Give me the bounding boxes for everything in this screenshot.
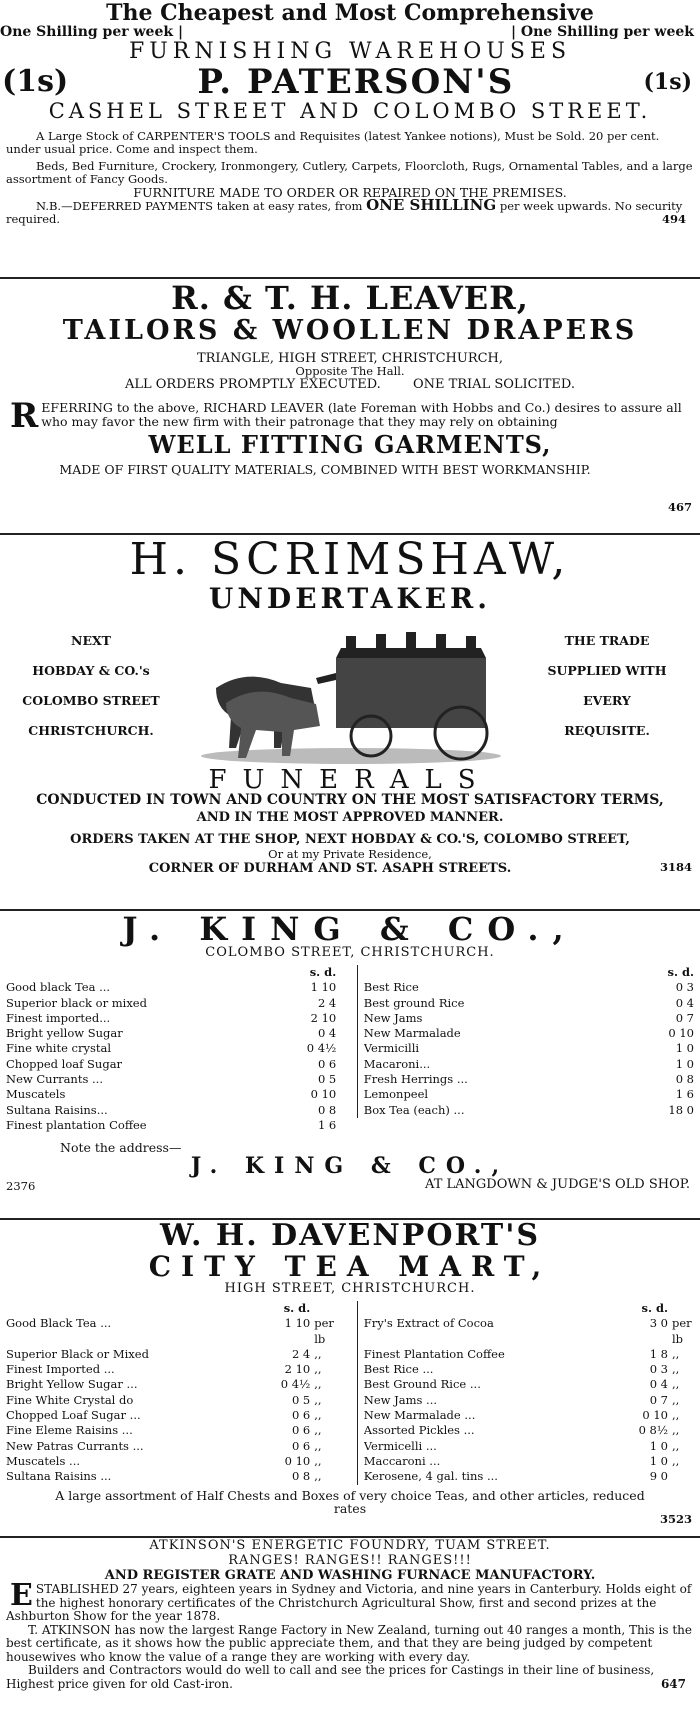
price-row (364, 1454, 694, 1469)
ad4-name-2: J. KING & CO., (190, 1153, 510, 1180)
ad4-price-list-right (357, 965, 694, 1118)
item-price: 1 0 (675, 1056, 694, 1071)
ad1-nb-text: N.B.—DEFERRED PAYMENTS taken at easy rates, from (36, 199, 363, 213)
ad6-dropcap: E (10, 1578, 33, 1613)
hearse-illustration (186, 618, 511, 768)
item-name: Finest imported... (6, 1010, 111, 1025)
price-row (364, 1026, 694, 1041)
ad5-price-list-right (357, 1301, 694, 1485)
item-price: 1 10 (310, 980, 337, 995)
item-unit: ,, (314, 1438, 322, 1453)
item-name: Macaroni... (363, 1056, 431, 1071)
item-price: 2 10 (310, 1010, 337, 1025)
ad1-paragraph-3: FURNITURE MADE TO ORDER OR REPAIRED ON THE PREMISES. (133, 185, 567, 200)
ad1-ref-number: 494 (661, 212, 686, 226)
item-name: Kerosene, 4 gal. tins ... (363, 1469, 498, 1484)
item-name: Good black Tea ... (6, 980, 111, 995)
item-name: Fine Eleme Raisins ... (6, 1423, 133, 1438)
item-price: 1 0 (649, 1453, 668, 1468)
price-row (6, 1072, 336, 1087)
item-price: 0 10 (310, 1087, 337, 1102)
ad2-orders: ALL ORDERS PROMPTLY EXECUTED. (124, 377, 381, 392)
item-unit: ,, (672, 1408, 680, 1423)
item-price: 3 0 (649, 1316, 668, 1331)
item-price: 9 0 (649, 1469, 668, 1484)
item-name: Vermicelli ... (363, 1438, 437, 1453)
ad2-trial: ONE TRIAL SOLICITED. (412, 377, 576, 392)
item-unit: ,, (314, 1362, 322, 1377)
item-name: Lemonpeel (363, 1087, 429, 1102)
ad2-dropcap: R (10, 396, 39, 436)
item-name: Superior black or mixed (6, 995, 147, 1010)
ad3-corner: CORNER OF DURHAM AND ST. ASAPH STREETS. (148, 861, 512, 876)
ad3-right-line: SUPPLIED WITH (547, 663, 667, 678)
price-row (6, 1011, 336, 1026)
item-name: Finest Plantation Coffee (363, 1346, 505, 1361)
ad5-address: HIGH STREET, CHRISTCHURCH. (224, 1281, 476, 1296)
price-row (364, 1469, 694, 1484)
item-unit: ,, (314, 1346, 322, 1361)
item-name: Chopped Loaf Sugar ... (6, 1408, 141, 1423)
ad1-one-shilling: ONE SHILLING (366, 196, 497, 214)
item-price: 0 5 (317, 1072, 337, 1087)
item-unit: ,, (672, 1362, 680, 1377)
item-name: Fine White Crystal do (6, 1392, 134, 1407)
price-row (6, 1408, 336, 1423)
ad2-address: TRIANGLE, HIGH STREET, CHRISTCHURCH, (196, 351, 504, 366)
item-name: Fine white crystal (6, 1041, 112, 1056)
item-price: 0 8 (675, 1072, 694, 1087)
king-advertisement (0, 912, 700, 1212)
ad3-left-line: CHRISTCHURCH. (28, 723, 154, 738)
ad3-right-line: THE TRADE (564, 633, 650, 648)
ad5-name: W. H. DAVENPORT'S (159, 1218, 541, 1253)
ad3-ref-number: 3184 (659, 860, 692, 874)
price-row (6, 1469, 336, 1484)
item-price: 0 6 (291, 1438, 311, 1453)
ad3-right-column (522, 626, 692, 746)
ad3-right-line: EVERY (583, 693, 631, 708)
price-row (364, 980, 694, 995)
ad1-nb-tail: per week upwards. No security required. (6, 199, 683, 226)
price-row (6, 1439, 336, 1454)
ad2-name: R. & T. H. LEAVER, (171, 279, 529, 317)
item-price: 0 10 (642, 1408, 668, 1423)
price-row (364, 1362, 694, 1377)
item-name: New Patras Currants ... (6, 1438, 144, 1453)
item-price: 0 10 (668, 1026, 694, 1041)
ad3-residence: Or at my Private Residence, (268, 847, 432, 861)
item-unit: ,, (314, 1469, 322, 1484)
item-price: 2 4 (291, 1346, 311, 1361)
price-row (6, 1393, 336, 1408)
ad1-heading: FURNISHING WAREHOUSES (128, 39, 572, 64)
ad2-garments: WELL FITTING GARMENTS, (148, 430, 552, 459)
ad6-ranges: RANGES! RANGES!! RANGES!!! (228, 1553, 472, 1568)
ad3-left-column (6, 626, 176, 746)
price-row (6, 1087, 336, 1102)
item-unit: ,, (672, 1392, 680, 1407)
item-unit (668, 1469, 694, 1484)
item-unit: per lb (314, 1316, 334, 1346)
atkinson-advertisement (0, 1538, 700, 1736)
item-price: 0 3 (649, 1362, 668, 1377)
ad6-name: ATKINSON'S ENERGETIC FOUNDRY, TUAM STREET. (149, 1538, 551, 1553)
ad5-footer: A large assortment of Half Chests and Boxes of very choice Teas, and other articles, reduced rates (55, 1487, 645, 1516)
item-price: 0 4 (317, 1026, 337, 1041)
item-name: Finest Imported ... (6, 1362, 115, 1377)
ad3-manner: AND IN THE MOST APPROVED MANNER. (196, 810, 504, 825)
price-row (364, 1103, 694, 1118)
item-price: 0 6 (317, 1056, 337, 1071)
price-row (6, 1423, 336, 1438)
item-price: 0 4½ (306, 1041, 337, 1056)
ad4-address: COLOMBO STREET, CHRISTCHURCH. (205, 945, 495, 960)
ad3-conducted: CONDUCTED IN TOWN AND COUNTRY ON THE MOST SATISFACTORY TERMS, (36, 792, 664, 808)
ad5-currency-right: s. d. (641, 1301, 668, 1315)
item-unit: ,, (672, 1423, 680, 1438)
item-unit: ,, (672, 1346, 680, 1361)
price-row (6, 1347, 336, 1362)
price-row (364, 1011, 694, 1026)
item-name: Bright Yellow Sugar ... (6, 1377, 138, 1392)
ad4-currency-left: s. d. (309, 965, 337, 979)
ad3-trade: UNDERTAKER. (208, 582, 492, 615)
item-price: 1 0 (649, 1438, 668, 1453)
ad5-right-items (364, 1316, 694, 1484)
price-row (6, 1026, 336, 1041)
ad4-currency-right: s. d. (667, 965, 694, 979)
price-row (364, 1439, 694, 1454)
item-name: Chopped loaf Sugar (6, 1056, 123, 1071)
item-price: 0 6 (291, 1408, 311, 1423)
item-name: Assorted Pickles ... (363, 1423, 475, 1438)
item-name: Best Ground Rice ... (363, 1377, 481, 1392)
item-price: 0 6 (291, 1423, 311, 1438)
ad4-shop: AT LANGDOWN & JUDGE'S OLD SHOP. (425, 1177, 690, 1193)
item-unit: ,, (314, 1453, 322, 1468)
item-name: Superior Black or Mixed (6, 1346, 149, 1361)
price-row (6, 1118, 336, 1133)
ad1-paragraph-2: Beds, Bed Furniture, Crockery, Ironmongery, Cutlery, Carpets, Floorcloth, Rugs, Ornamental Tables, and a large assortment of Fancy Goods. (6, 159, 693, 186)
item-unit: ,, (672, 1377, 680, 1392)
item-name: New Marmalade (363, 1026, 461, 1041)
item-name: Best ground Rice (363, 995, 465, 1010)
item-unit: ,, (672, 1438, 680, 1453)
item-unit: ,, (672, 1453, 680, 1468)
price-row (364, 1057, 694, 1072)
item-name: Maccaroni ... (363, 1453, 441, 1468)
ad1-location: CASHEL STREET AND COLOMBO STREET. (48, 99, 652, 123)
ad3-orders: ORDERS TAKEN AT THE SHOP, NEXT HOBDAY & CO.'S, COLOMBO STREET, (70, 832, 630, 847)
item-price: 1 10 (284, 1316, 311, 1331)
item-name: Finest plantation Coffee (6, 1117, 147, 1132)
item-name: New Currants ... (6, 1072, 103, 1087)
ad4-price-list-left (6, 965, 336, 1133)
item-name: New Jams ... (363, 1392, 438, 1407)
item-unit: per lb (672, 1316, 692, 1346)
item-name: Fry's Extract of Cocoa (363, 1316, 494, 1331)
price-row (364, 1041, 694, 1056)
scrimshaw-advertisement (0, 536, 700, 906)
item-name: Box Tea (each) ... (363, 1102, 465, 1117)
item-price: 0 8 (317, 1102, 337, 1117)
ad6-factory: AND REGISTER GRATE AND WASHING FURNACE MANUFACTORY. (104, 1568, 596, 1583)
ad4-ref-number: 2376 (6, 1179, 36, 1194)
ad6-ref-number: 647 (660, 1676, 686, 1691)
item-price: 0 8½ (638, 1423, 668, 1438)
item-name: Muscatels (6, 1087, 66, 1102)
item-price: 1 8 (649, 1346, 668, 1361)
ad4-note: Note the address— (60, 1140, 182, 1156)
item-name: Fresh Herrings ... (363, 1072, 468, 1087)
davenport-advertisement (0, 1220, 700, 1532)
ad3-left-line: COLOMBO STREET (22, 693, 160, 708)
price-row (6, 1316, 336, 1347)
item-name: Good Black Tea ... (6, 1316, 112, 1331)
paterson-advertisement (0, 0, 700, 276)
item-price: 0 3 (675, 980, 694, 995)
ad3-funerals: FUNERALS (208, 765, 492, 795)
ad2-body: EFERRING to the above, RICHARD LEAVER (late Foreman with Hobbs and Co.) desires to assure all who may favor the new firm with their patronage that they may rely on obtaining (41, 400, 682, 429)
ad1-right-tag: | One Shilling per week (510, 24, 694, 40)
item-price: 18 0 (668, 1102, 694, 1117)
price-row (6, 1454, 336, 1469)
ad3-left-line: NEXT (71, 633, 111, 648)
item-price: 2 4 (317, 995, 337, 1010)
price-row (364, 1377, 694, 1392)
ad5-mart: CITY TEA MART, (148, 1250, 552, 1283)
price-row (364, 1393, 694, 1408)
item-unit: ,, (314, 1408, 322, 1423)
ad3-left-line: HOBDAY & CO.'s (32, 663, 150, 678)
ad6-paragraph-3: Builders and Contractors would do well to call and see the prices for Castings in their line of business, Highest price given for old Cast-iron. (6, 1663, 655, 1691)
item-price: 0 4½ (280, 1377, 311, 1392)
item-price: 0 7 (675, 1010, 694, 1025)
item-price: 1 6 (317, 1117, 337, 1132)
ad3-name: H. SCRIMSHAW, (129, 534, 571, 585)
ad2-trade: TAILORS & WOOLLEN DRAPERS (62, 315, 638, 346)
price-row (364, 1087, 694, 1102)
ad1-price-right: (1s) (643, 69, 692, 95)
price-row (6, 1041, 336, 1056)
item-name: Bright yellow Sugar (6, 1026, 123, 1041)
ad5-currency-left: s. d. (283, 1301, 311, 1315)
price-row (364, 1423, 694, 1438)
ad5-ref-number: 3523 (659, 1512, 692, 1526)
item-price: 0 4 (675, 995, 694, 1010)
price-row (6, 1057, 336, 1072)
price-row (6, 996, 336, 1011)
price-row (6, 1377, 336, 1392)
price-row (364, 1347, 694, 1362)
item-name: Best Rice ... (363, 1362, 434, 1377)
item-name: Best Rice (363, 980, 419, 995)
ad2-ref-number: 467 (667, 500, 692, 514)
price-row (6, 1103, 336, 1118)
item-name: Muscatels ... (6, 1453, 81, 1468)
item-price: 0 5 (291, 1392, 311, 1407)
item-price: 0 10 (284, 1453, 311, 1468)
item-name: Sultana Raisins ... (6, 1469, 112, 1484)
item-unit: ,, (314, 1377, 322, 1392)
ad6-paragraph-2: T. ATKINSON has now the largest Range Factory in New Zealand, turning out 40 ranges a month, This is the best certificate, as it shows how the public appreciate them, and that they are being judged by competent housewives who know the value of a range they are working with every day. (6, 1622, 692, 1664)
item-price: 0 4 (649, 1377, 668, 1392)
ad1-top-title: The Cheapest and Most Comprehensive (106, 0, 594, 26)
price-row (364, 1408, 694, 1423)
item-price: 1 6 (675, 1087, 694, 1102)
item-price: 2 10 (284, 1362, 311, 1377)
price-row (364, 1316, 694, 1347)
item-name: New Marmalade ... (363, 1408, 476, 1423)
ad3-right-line: REQUISITE. (564, 723, 650, 738)
ad4-left-items (6, 980, 336, 1133)
ad2-quality: MADE OF FIRST QUALITY MATERIALS, COMBINED WITH BEST WORKMANSHIP. (59, 462, 591, 477)
ad1-price-left: (1s) (2, 64, 69, 99)
ad6-paragraph-1: STABLISHED 27 years, eighteen years in Sydney and Victoria, and nine years in Canterbury. Holds eight of the highest honorary certificates of the Christchurch Agricultural Show, first and second prizes at the Ashburton Show for the year 1878. (6, 1582, 692, 1623)
price-row (364, 996, 694, 1011)
price-row (364, 1072, 694, 1087)
ad1-left-tag: One Shilling per week | (0, 24, 184, 40)
ad2-opposite: Opposite The Hall. (295, 364, 405, 378)
item-name: Vermicilli (363, 1041, 420, 1056)
ad1-name: P. PATERSON'S (197, 62, 515, 102)
price-row (6, 1362, 336, 1377)
item-name: New Jams (363, 1010, 423, 1025)
ad5-price-list-left (6, 1301, 336, 1485)
ad5-left-items (6, 1316, 336, 1484)
item-name: Sultana Raisins... (6, 1102, 108, 1117)
item-price: 0 8 (291, 1469, 311, 1484)
item-unit: ,, (314, 1423, 322, 1438)
price-row (6, 980, 336, 995)
item-price: 1 0 (675, 1041, 694, 1056)
ad4-right-items (364, 980, 694, 1118)
leaver-advertisement (0, 280, 700, 530)
item-price: 0 7 (649, 1392, 668, 1407)
ad1-paragraph-1: A Large Stock of CARPENTER'S TOOLS and Requisites (latest Yankee notions), Must be Sold. 20 per cent. under usual price. Come and inspect them. (6, 129, 660, 156)
item-unit: ,, (314, 1392, 322, 1407)
ad4-name: J. KING & CO., (122, 910, 578, 948)
